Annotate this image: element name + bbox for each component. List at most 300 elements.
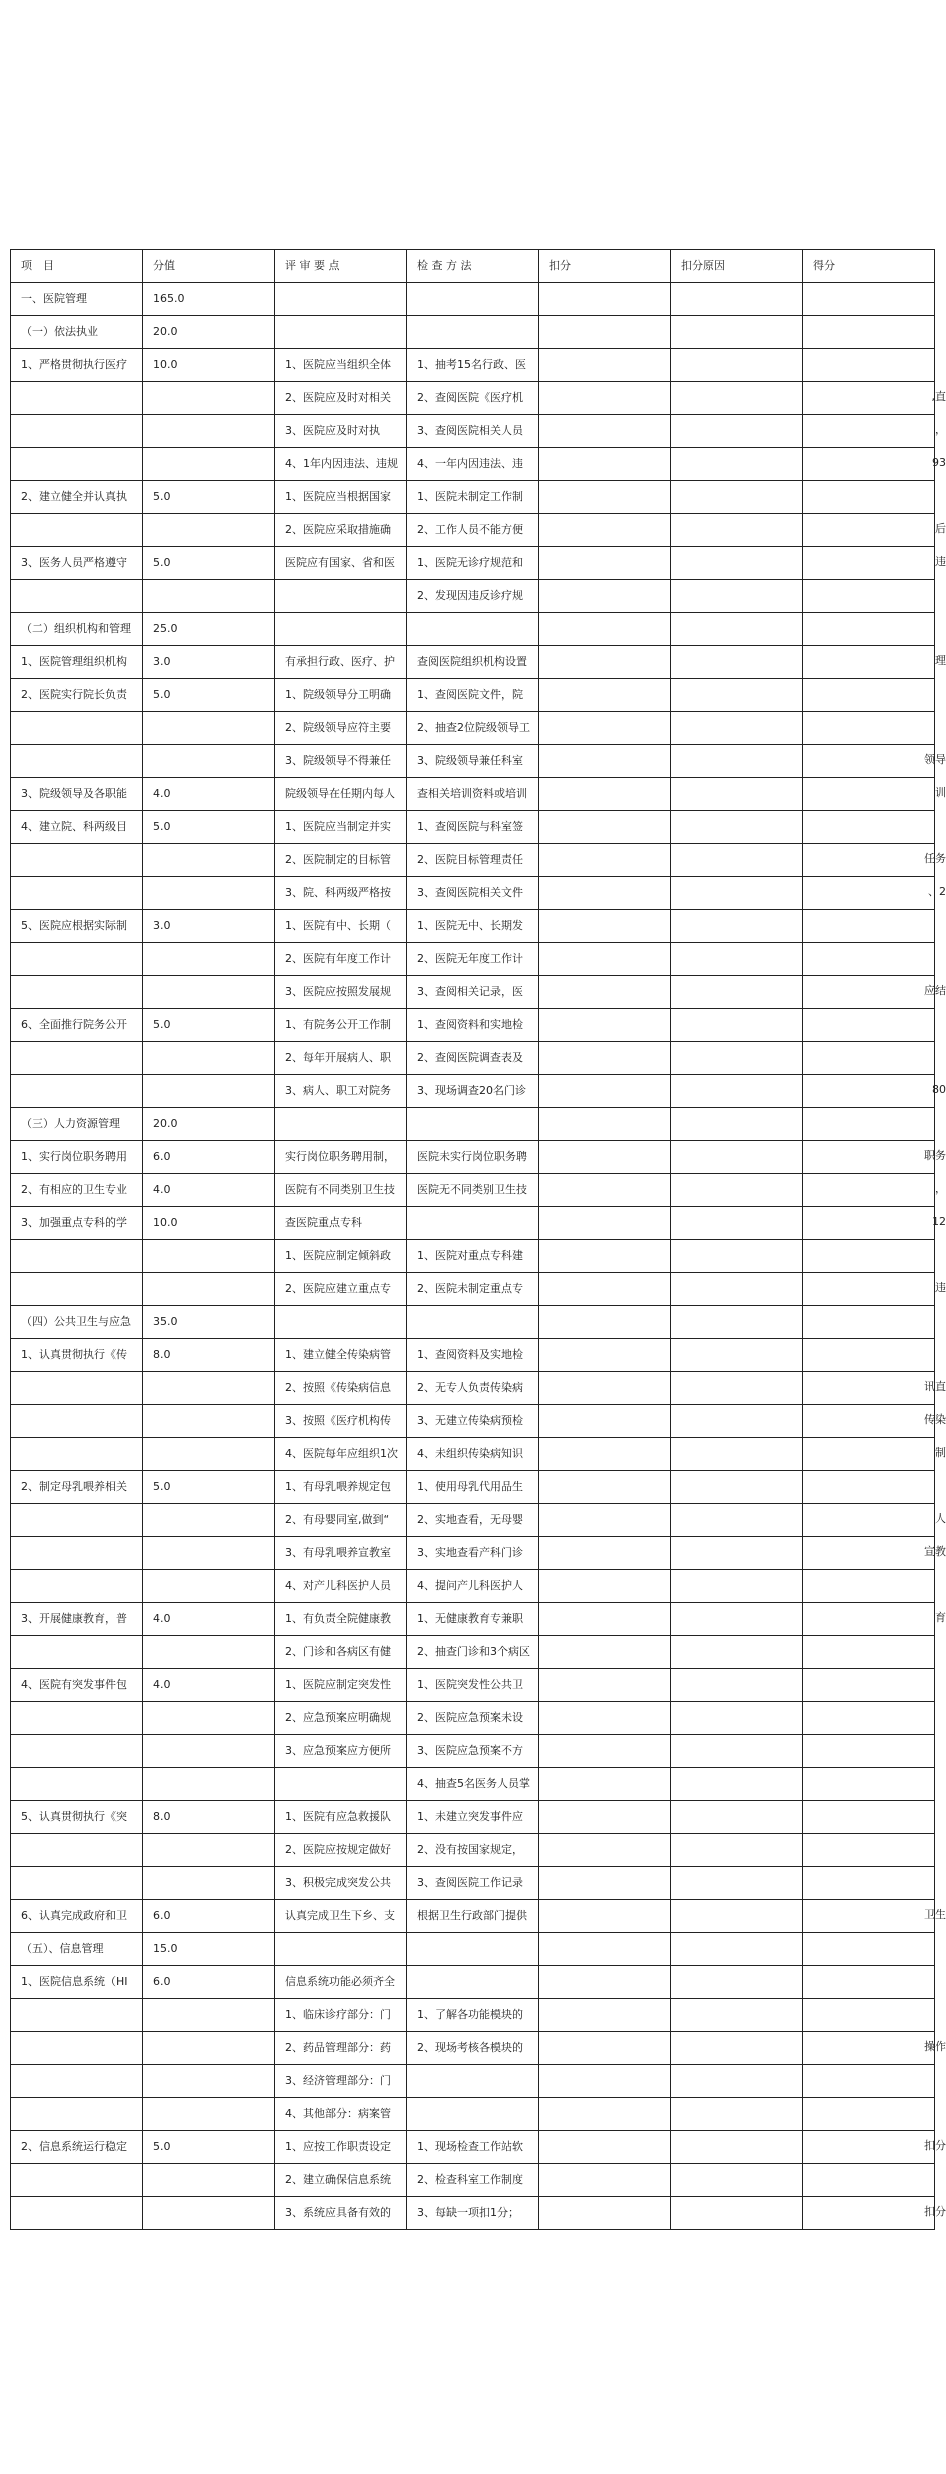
review-point-cell: 2、医院应按规定做好	[275, 1834, 407, 1867]
item-cell	[11, 943, 143, 976]
final-score-cell	[803, 1801, 935, 1834]
final-score-cell	[803, 943, 935, 976]
overflow-text-fragment: 任务	[924, 852, 946, 865]
deduction-reason-cell	[671, 943, 803, 976]
deduction-cell	[539, 1801, 671, 1834]
inspection-method-cell: 1、了解各功能模块的	[407, 1999, 539, 2032]
deduction-reason-cell	[671, 1537, 803, 1570]
inspection-method-cell: 2、检查科室工作制度	[407, 2164, 539, 2197]
deduction-cell	[539, 1273, 671, 1306]
score-cell	[143, 1405, 275, 1438]
table-row	[11, 514, 935, 547]
score-cell: 35.0	[143, 1306, 275, 1339]
inspection-method-cell: 1、医院未制定工作制	[407, 481, 539, 514]
review-point-cell: 3、医院应按照发展规	[275, 976, 407, 1009]
score-cell	[143, 1570, 275, 1603]
item-cell	[11, 1504, 143, 1537]
deduction-cell	[539, 844, 671, 877]
score-cell: 8.0	[143, 1339, 275, 1372]
score-cell	[143, 1504, 275, 1537]
item-cell: 4、建立院、科两级目	[11, 811, 143, 844]
item-cell	[11, 1537, 143, 1570]
deduction-reason-cell	[671, 679, 803, 712]
final-score-cell	[803, 283, 935, 316]
final-score-cell	[803, 2032, 935, 2065]
review-point-cell: 1、医院有应急救援队	[275, 1801, 407, 1834]
item-cell: 3、院级领导及各职能	[11, 778, 143, 811]
inspection-method-cell: 2、医院无年度工作计	[407, 943, 539, 976]
deduction-cell	[539, 811, 671, 844]
review-point-cell: 2、医院有年度工作计	[275, 943, 407, 976]
deduction-reason-cell	[671, 1471, 803, 1504]
table-row	[11, 2032, 935, 2065]
deduction-cell	[539, 2032, 671, 2065]
score-cell	[143, 1075, 275, 1108]
inspection-method-cell: 1、医院无中、长期发	[407, 910, 539, 943]
final-score-cell	[803, 1603, 935, 1636]
inspection-method-cell: 2、抽查门诊和3个病区	[407, 1636, 539, 1669]
score-cell	[143, 580, 275, 613]
deduction-reason-cell	[671, 1834, 803, 1867]
table-row	[11, 283, 935, 316]
item-cell: 5、认真贯彻执行《突	[11, 1801, 143, 1834]
inspection-method-cell	[407, 1306, 539, 1339]
item-cell	[11, 514, 143, 547]
score-cell	[143, 745, 275, 778]
review-point-cell: 4、1年内因违法、违规	[275, 448, 407, 481]
inspection-method-cell: 4、一年内因违法、违	[407, 448, 539, 481]
item-cell	[11, 580, 143, 613]
review-point-cell	[275, 316, 407, 349]
inspection-method-cell: 1、医院无诊疗规范和	[407, 547, 539, 580]
table-row	[11, 1174, 935, 1207]
inspection-method-cell: 医院未实行岗位职务聘	[407, 1141, 539, 1174]
table-row	[11, 1702, 935, 1735]
review-point-cell: 查医院重点专科	[275, 1207, 407, 1240]
review-point-cell	[275, 1306, 407, 1339]
inspection-method-cell	[407, 2098, 539, 2131]
review-point-cell: 3、经济管理部分：门	[275, 2065, 407, 2098]
table-body	[11, 283, 935, 2230]
inspection-method-cell: 1、查阅资料及实地检	[407, 1339, 539, 1372]
final-score-cell	[803, 316, 935, 349]
review-point-cell: 1、院级领导分工明确	[275, 679, 407, 712]
item-cell	[11, 2032, 143, 2065]
inspection-method-cell: 3、查阅医院相关人员	[407, 415, 539, 448]
table-row	[11, 910, 935, 943]
table-row	[11, 712, 935, 745]
deduction-reason-cell	[671, 1306, 803, 1339]
table-row	[11, 1933, 935, 1966]
inspection-method-cell: 3、实地查看产科门诊	[407, 1537, 539, 1570]
overflow-text-fragment: 80	[932, 1083, 946, 1096]
deduction-reason-cell	[671, 1372, 803, 1405]
inspection-method-cell: 4、抽查5名医务人员掌	[407, 1768, 539, 1801]
inspection-method-cell	[407, 1207, 539, 1240]
score-cell: 10.0	[143, 349, 275, 382]
overflow-text-fragment: 讯直	[924, 1380, 946, 1393]
deduction-cell	[539, 1438, 671, 1471]
deduction-cell	[539, 613, 671, 646]
inspection-method-cell: 2、医院目标管理责任	[407, 844, 539, 877]
column-header-inspection-method: 检 查 方 法	[407, 250, 539, 283]
inspection-method-cell: 3、每缺一项扣1分；	[407, 2197, 539, 2230]
inspection-method-cell: 3、医院应急预案不方	[407, 1735, 539, 1768]
final-score-cell	[803, 1669, 935, 1702]
review-point-cell: 3、院、科两级严格按	[275, 877, 407, 910]
final-score-cell	[803, 2098, 935, 2131]
final-score-cell	[803, 1009, 935, 1042]
final-score-cell	[803, 514, 935, 547]
item-cell	[11, 2197, 143, 2230]
final-score-cell	[803, 811, 935, 844]
deduction-reason-cell	[671, 547, 803, 580]
inspection-method-cell: 1、抽考15名行政、医	[407, 349, 539, 382]
hospital-review-table	[10, 249, 935, 2230]
review-point-cell	[275, 283, 407, 316]
inspection-method-cell: 医院无不同类别卫生技	[407, 1174, 539, 1207]
table-row	[11, 1207, 935, 1240]
deduction-cell	[539, 415, 671, 448]
item-cell	[11, 2164, 143, 2197]
final-score-cell	[803, 613, 935, 646]
review-point-cell: 信息系统功能必须齐全	[275, 1966, 407, 1999]
table-row	[11, 382, 935, 415]
table-row	[11, 877, 935, 910]
deduction-cell	[539, 745, 671, 778]
inspection-method-cell: 1、使用母乳代用品生	[407, 1471, 539, 1504]
deduction-reason-cell	[671, 1636, 803, 1669]
deduction-cell	[539, 1372, 671, 1405]
item-cell	[11, 1702, 143, 1735]
final-score-cell	[803, 481, 935, 514]
table-row	[11, 1273, 935, 1306]
overflow-text-fragment: ，	[935, 1182, 946, 1195]
final-score-cell	[803, 2164, 935, 2197]
review-point-cell: 2、应急预案应明确规	[275, 1702, 407, 1735]
inspection-method-cell: 2、现场考核各模块的	[407, 2032, 539, 2065]
score-cell	[143, 382, 275, 415]
table-row	[11, 1768, 935, 1801]
deduction-reason-cell	[671, 2032, 803, 2065]
overflow-text-fragment: 育	[935, 1611, 946, 1624]
score-cell	[143, 1702, 275, 1735]
table-row	[11, 679, 935, 712]
review-point-cell: 1、有母乳喂养规定包	[275, 1471, 407, 1504]
deduction-reason-cell	[671, 1108, 803, 1141]
review-point-cell: 1、临床诊疗部分：门	[275, 1999, 407, 2032]
item-cell	[11, 2065, 143, 2098]
item-cell: （五）、信息管理	[11, 1933, 143, 1966]
score-cell: 25.0	[143, 613, 275, 646]
score-cell	[143, 1537, 275, 1570]
score-cell: 20.0	[143, 1108, 275, 1141]
deduction-reason-cell	[671, 1207, 803, 1240]
overflow-text-fragment: ，	[935, 423, 946, 436]
inspection-method-cell: 2、工作人员不能方便	[407, 514, 539, 547]
deduction-reason-cell	[671, 580, 803, 613]
table-row	[11, 1834, 935, 1867]
score-cell	[143, 2098, 275, 2131]
deduction-reason-cell	[671, 1075, 803, 1108]
deduction-reason-cell	[671, 2164, 803, 2197]
table-row	[11, 580, 935, 613]
overflow-text-fragment: 违	[935, 555, 946, 568]
item-cell: （一）依法执业	[11, 316, 143, 349]
table-row	[11, 1438, 935, 1471]
inspection-method-cell: 2、查阅医院调查表及	[407, 1042, 539, 1075]
overflow-text-fragment: 传染	[924, 1413, 946, 1426]
deduction-reason-cell	[671, 514, 803, 547]
deduction-reason-cell	[671, 1570, 803, 1603]
table-row	[11, 1339, 935, 1372]
review-point-cell: 有承担行政、医疗、护	[275, 646, 407, 679]
final-score-cell	[803, 745, 935, 778]
deduction-reason-cell	[671, 1174, 803, 1207]
inspection-method-cell: 3、查阅相关记录，医	[407, 976, 539, 1009]
final-score-cell	[803, 2065, 935, 2098]
deduction-cell	[539, 1240, 671, 1273]
deduction-reason-cell	[671, 745, 803, 778]
overflow-text-fragment: 训	[935, 786, 946, 799]
deduction-reason-cell	[671, 2065, 803, 2098]
deduction-reason-cell	[671, 448, 803, 481]
review-point-cell: 4、其他部分：病案管	[275, 2098, 407, 2131]
table-row	[11, 1900, 935, 1933]
table-row	[11, 1801, 935, 1834]
deduction-cell	[539, 943, 671, 976]
deduction-cell	[539, 547, 671, 580]
item-cell	[11, 877, 143, 910]
review-point-cell: 2、建立确保信息系统	[275, 2164, 407, 2197]
deduction-reason-cell	[671, 910, 803, 943]
review-point-cell	[275, 613, 407, 646]
table-row	[11, 2065, 935, 2098]
table-row	[11, 1405, 935, 1438]
final-score-cell	[803, 2131, 935, 2164]
table-row	[11, 1075, 935, 1108]
review-point-cell: 2、有母婴同室,做到“	[275, 1504, 407, 1537]
score-cell	[143, 1273, 275, 1306]
inspection-method-cell: 3、无建立传染病预检	[407, 1405, 539, 1438]
final-score-cell	[803, 877, 935, 910]
column-header-deduction: 扣分	[539, 250, 671, 283]
deduction-cell	[539, 1009, 671, 1042]
score-cell	[143, 1240, 275, 1273]
review-point-cell: 3、病人、职工对院务	[275, 1075, 407, 1108]
score-cell: 20.0	[143, 316, 275, 349]
review-point-cell: 认真完成卫生下乡、支	[275, 1900, 407, 1933]
deduction-reason-cell	[671, 778, 803, 811]
final-score-cell	[803, 646, 935, 679]
review-point-cell: 1、医院应当制定并实	[275, 811, 407, 844]
deduction-cell	[539, 1834, 671, 1867]
deduction-cell	[539, 2065, 671, 2098]
review-point-cell: 1、医院应制定倾斜政	[275, 1240, 407, 1273]
item-cell	[11, 382, 143, 415]
deduction-cell	[539, 382, 671, 415]
inspection-method-cell: 2、抽查2位院级领导工	[407, 712, 539, 745]
deduction-cell	[539, 1075, 671, 1108]
table-row	[11, 1867, 935, 1900]
review-point-cell: 院级领导在任期内每人	[275, 778, 407, 811]
table-row	[11, 1240, 935, 1273]
table-row	[11, 1141, 935, 1174]
table-row	[11, 2164, 935, 2197]
item-cell: 5、医院应根据实际制	[11, 910, 143, 943]
table-header-row	[11, 250, 935, 283]
item-cell	[11, 1768, 143, 1801]
deduction-cell	[539, 1339, 671, 1372]
review-point-cell: 2、每年开展病人、职	[275, 1042, 407, 1075]
review-point-cell: 3、按照《医疗机构传	[275, 1405, 407, 1438]
review-point-cell: 1、医院应当根据国家	[275, 481, 407, 514]
deduction-cell	[539, 1306, 671, 1339]
item-cell: 2、建立健全并认真执	[11, 481, 143, 514]
final-score-cell	[803, 1570, 935, 1603]
table-row	[11, 349, 935, 382]
item-cell: （三）人力资源管理	[11, 1108, 143, 1141]
inspection-method-cell: 2、发现因违反诊疗规	[407, 580, 539, 613]
review-point-cell: 3、系统应具备有效的	[275, 2197, 407, 2230]
inspection-method-cell: 3、查阅医院相关文件	[407, 877, 539, 910]
inspection-method-cell	[407, 283, 539, 316]
final-score-cell	[803, 382, 935, 415]
score-cell: 8.0	[143, 1801, 275, 1834]
deduction-reason-cell	[671, 382, 803, 415]
final-score-cell	[803, 1471, 935, 1504]
item-cell	[11, 712, 143, 745]
item-cell	[11, 1735, 143, 1768]
score-cell	[143, 844, 275, 877]
item-cell	[11, 844, 143, 877]
deduction-cell	[539, 1933, 671, 1966]
final-score-cell	[803, 1735, 935, 1768]
review-point-cell: 2、按照《传染病信息	[275, 1372, 407, 1405]
deduction-cell	[539, 1042, 671, 1075]
score-cell	[143, 2032, 275, 2065]
item-cell	[11, 448, 143, 481]
review-point-cell: 1、有院务公开工作制	[275, 1009, 407, 1042]
table-row	[11, 778, 935, 811]
review-point-cell: 3、积极完成突发公共	[275, 1867, 407, 1900]
deduction-cell	[539, 1504, 671, 1537]
inspection-method-cell: 根据卫生行政部门提供	[407, 1900, 539, 1933]
deduction-reason-cell	[671, 1867, 803, 1900]
inspection-method-cell: 1、无健康教育专兼职	[407, 1603, 539, 1636]
review-point-cell: 4、对产儿科医护人员	[275, 1570, 407, 1603]
table-row	[11, 613, 935, 646]
table-row	[11, 976, 935, 1009]
item-cell	[11, 1372, 143, 1405]
score-cell	[143, 1636, 275, 1669]
overflow-text-fragment: 职务	[924, 1149, 946, 1162]
final-score-cell	[803, 1867, 935, 1900]
table-row	[11, 1471, 935, 1504]
score-cell	[143, 2164, 275, 2197]
score-cell: 4.0	[143, 778, 275, 811]
deduction-reason-cell	[671, 349, 803, 382]
final-score-cell	[803, 1174, 935, 1207]
table-row	[11, 448, 935, 481]
final-score-cell	[803, 1768, 935, 1801]
deduction-reason-cell	[671, 1999, 803, 2032]
score-cell	[143, 415, 275, 448]
inspection-method-cell	[407, 316, 539, 349]
deduction-reason-cell	[671, 283, 803, 316]
table-row	[11, 1504, 935, 1537]
table-row	[11, 2131, 935, 2164]
score-cell: 5.0	[143, 811, 275, 844]
inspection-method-cell: 2、医院未制定重点专	[407, 1273, 539, 1306]
final-score-cell	[803, 1405, 935, 1438]
deduction-cell	[539, 1867, 671, 1900]
inspection-method-cell: 查阅医院组织机构设置	[407, 646, 539, 679]
deduction-cell	[539, 1471, 671, 1504]
final-score-cell	[803, 910, 935, 943]
deduction-cell	[539, 679, 671, 712]
final-score-cell	[803, 1438, 935, 1471]
deduction-reason-cell	[671, 481, 803, 514]
review-point-cell	[275, 580, 407, 613]
item-cell: 2、有相应的卫生专业	[11, 1174, 143, 1207]
deduction-reason-cell	[671, 2197, 803, 2230]
deduction-reason-cell	[671, 811, 803, 844]
overflow-text-fragment: 应结	[924, 984, 946, 997]
deduction-reason-cell	[671, 976, 803, 1009]
score-cell: 4.0	[143, 1603, 275, 1636]
final-score-cell	[803, 778, 935, 811]
score-cell	[143, 976, 275, 1009]
deduction-cell	[539, 448, 671, 481]
table-row	[11, 1009, 935, 1042]
overflow-text-fragment: 扣分	[924, 2139, 946, 2152]
score-cell	[143, 2197, 275, 2230]
deduction-reason-cell	[671, 415, 803, 448]
review-point-cell	[275, 1768, 407, 1801]
deduction-cell	[539, 1735, 671, 1768]
inspection-method-cell	[407, 1933, 539, 1966]
item-cell: 4、医院有突发事件包	[11, 1669, 143, 1702]
final-score-cell	[803, 1108, 935, 1141]
deduction-cell	[539, 1900, 671, 1933]
table-row	[11, 844, 935, 877]
score-cell	[143, 712, 275, 745]
overflow-text-fragment: 违	[935, 1281, 946, 1294]
table-row	[11, 646, 935, 679]
overflow-text-fragment: 人	[935, 1512, 946, 1525]
score-cell	[143, 1768, 275, 1801]
deduction-cell	[539, 514, 671, 547]
deduction-reason-cell	[671, 316, 803, 349]
final-score-cell	[803, 1966, 935, 1999]
score-cell: 5.0	[143, 679, 275, 712]
item-cell	[11, 1867, 143, 1900]
deduction-reason-cell	[671, 1009, 803, 1042]
deduction-cell	[539, 976, 671, 1009]
score-cell	[143, 448, 275, 481]
item-cell	[11, 1834, 143, 1867]
item-cell	[11, 1570, 143, 1603]
overflow-text-fragment: 93	[932, 456, 946, 469]
deduction-cell	[539, 1570, 671, 1603]
inspection-method-cell: 查相关培训资料或培训	[407, 778, 539, 811]
item-cell: 6、认真完成政府和卫	[11, 1900, 143, 1933]
final-score-cell	[803, 349, 935, 382]
deduction-reason-cell	[671, 1273, 803, 1306]
deduction-reason-cell	[671, 2131, 803, 2164]
item-cell: 3、医务人员严格遵守	[11, 547, 143, 580]
